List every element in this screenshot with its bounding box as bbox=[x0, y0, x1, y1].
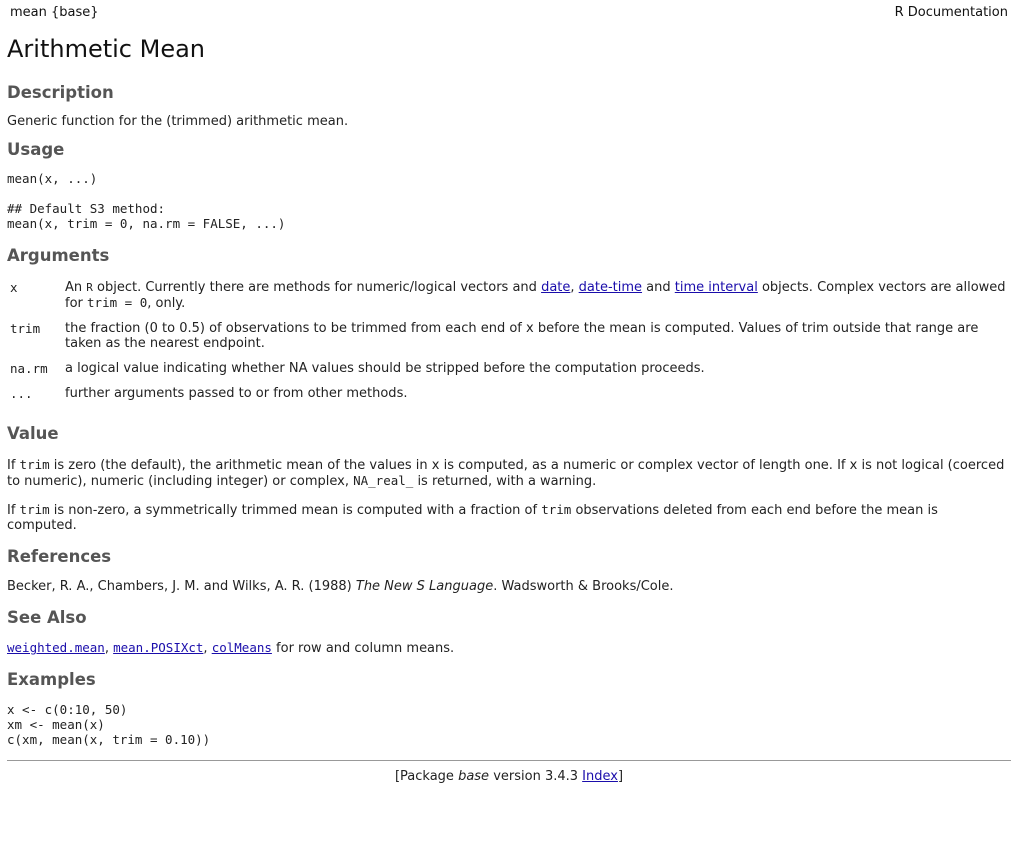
argument-desc bbox=[65, 280, 1011, 321]
argument-name: ... bbox=[10, 386, 33, 401]
argument-name: trim bbox=[10, 321, 41, 336]
text-span: Becker, R. A., Chambers, J. M. and Wilks, A. R. (1988) bbox=[7, 579, 356, 594]
colmeans-link[interactable]: colMeans bbox=[211, 640, 272, 655]
footer bbox=[7, 769, 1011, 784]
text-span: and bbox=[642, 280, 675, 295]
date-link[interactable]: date bbox=[541, 280, 571, 295]
text-span: is zero (the default), the arithmetic mean of the values in bbox=[49, 458, 432, 473]
examples-code bbox=[7, 702, 1011, 747]
arguments-table bbox=[7, 280, 1011, 401]
usage-code bbox=[7, 171, 1011, 231]
arguments-heading: Arguments bbox=[7, 246, 110, 265]
argument-row-dots bbox=[7, 386, 1011, 401]
text-span: , bbox=[570, 280, 579, 295]
text-span: [Package bbox=[394, 769, 459, 784]
text-span: is returned, with a warning. bbox=[413, 474, 597, 489]
examples-heading: Examples bbox=[7, 670, 96, 689]
text-span: object. Currently there are methods for numeric/logical vectors and bbox=[92, 280, 542, 295]
doc-header bbox=[7, 5, 1011, 20]
value-paragraph bbox=[7, 457, 1011, 489]
text-span: x bbox=[431, 458, 440, 473]
text-span: , bbox=[104, 641, 114, 656]
text-span: objects. Complex vectors are allowed for bbox=[65, 280, 1006, 311]
text-span: is not logical (coerced to numeric), numeric (including integer) or complex, bbox=[7, 458, 1005, 489]
usage-line bbox=[7, 186, 1011, 201]
topic-label: mean {base} bbox=[10, 5, 99, 20]
value-paragraph bbox=[7, 502, 1011, 533]
date-time-link[interactable]: date-time bbox=[578, 280, 643, 295]
argument-desc: further arguments passed to or from other methods. bbox=[65, 386, 408, 401]
inline-code: trim bbox=[541, 502, 572, 517]
usage-heading: Usage bbox=[7, 140, 65, 159]
text-span: for row and column means. bbox=[271, 641, 455, 656]
text-span: . Wadsworth & Brooks/Cole. bbox=[493, 579, 674, 594]
inline-code: trim bbox=[19, 502, 50, 517]
description-heading: Description bbox=[7, 83, 114, 102]
doc-source-label: R Documentation bbox=[894, 5, 1008, 20]
argument-name: na.rm bbox=[10, 361, 48, 376]
text-span: x bbox=[849, 458, 858, 473]
text-span: An bbox=[65, 280, 87, 295]
text-span: If bbox=[7, 458, 20, 473]
book-title: The New S Language bbox=[355, 579, 494, 594]
text-span: , only. bbox=[147, 296, 186, 311]
time-interval-link[interactable]: time interval bbox=[674, 280, 758, 295]
value-heading: Value bbox=[7, 424, 59, 443]
usage-line: mean(x, trim = 0, na.rm = FALSE, ...) bbox=[7, 216, 286, 231]
weighted-mean-link[interactable]: weighted.mean bbox=[7, 640, 105, 655]
text-span: is non-zero, a symmetrically trimmed mean is computed with a fraction of bbox=[49, 503, 542, 518]
argument-row-trim bbox=[7, 321, 1011, 361]
example-line: x <- c(0:10, 50) bbox=[7, 702, 128, 717]
inline-code: NA_real_ bbox=[353, 473, 414, 488]
example-line: xm <- mean(x) bbox=[7, 717, 105, 732]
text-span: , bbox=[203, 641, 212, 656]
text-span: observations deleted from each end before the mean is computed. bbox=[7, 503, 938, 533]
text-span: is computed, as a numeric or complex vector of length one. If bbox=[439, 458, 850, 473]
references-heading: References bbox=[7, 547, 112, 566]
description-text: Generic function for the (trimmed) arithmetic mean. bbox=[7, 114, 349, 129]
package-version: version 3.4.3 bbox=[489, 769, 583, 784]
mean-posixct-link[interactable]: mean.POSIXct bbox=[113, 640, 204, 655]
text-span: ] bbox=[617, 769, 624, 784]
usage-line: mean(x, ...) bbox=[7, 171, 98, 186]
text-span: If bbox=[7, 503, 20, 518]
inline-code: trim = 0 bbox=[87, 295, 148, 310]
usage-line: ## Default S3 method: bbox=[7, 201, 166, 216]
see-also-text bbox=[7, 640, 1011, 656]
see-also-heading: See Also bbox=[7, 608, 87, 627]
argument-desc: a logical value indicating whether NA values should be stripped before the computation proceeds. bbox=[65, 361, 705, 376]
index-link[interactable]: Index bbox=[582, 769, 618, 784]
page-title: Arithmetic Mean bbox=[7, 35, 206, 63]
argument-desc: the fraction (0 to 0.5) of observations to be trimmed from each end of x before the mean is computed. Values of trim outside that range are taken as the nearest endpoint. bbox=[65, 321, 979, 351]
package-name: base bbox=[458, 769, 490, 784]
r-logo-text: R bbox=[86, 281, 93, 294]
argument-row-x bbox=[7, 280, 1011, 321]
inline-code: trim bbox=[19, 457, 50, 472]
argument-row-na-rm bbox=[7, 361, 1011, 386]
argument-name: x bbox=[10, 280, 18, 295]
footer-divider bbox=[7, 760, 1011, 761]
example-line: c(xm, mean(x, trim = 0.10)) bbox=[7, 732, 211, 747]
reference-text bbox=[7, 579, 1011, 594]
